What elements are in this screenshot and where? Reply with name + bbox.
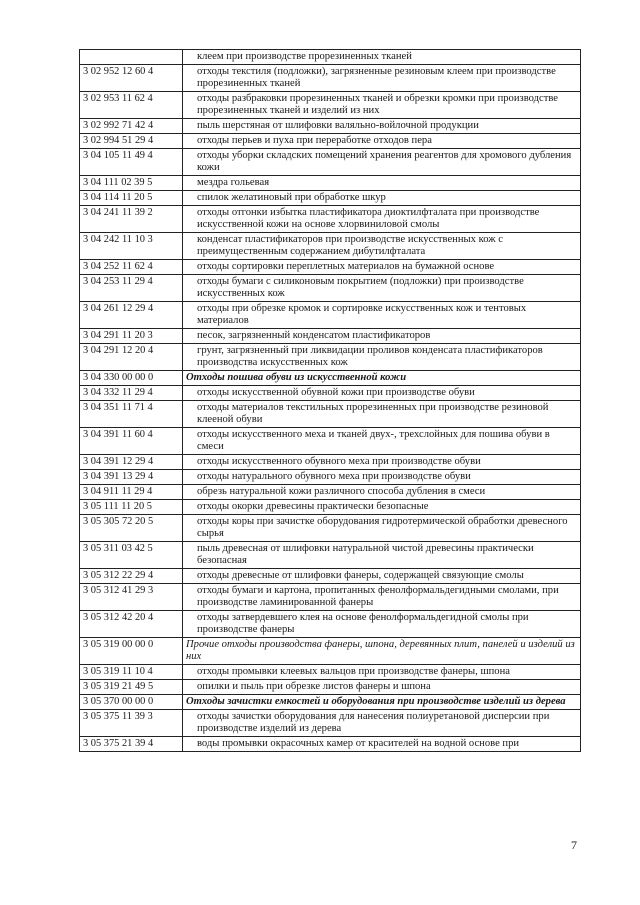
waste-code-cell: 3 04 291 12 20 4 <box>80 344 183 371</box>
table-row <box>80 233 581 260</box>
waste-name-cell: отходы затвердевшего клея на основе фенолформальдегидной смолы при производстве фанеры <box>183 611 581 638</box>
waste-name-cell: отходы бумаги и картона, пропитанных фенолформальдегидными смолами, при производстве ламинированной фанеры <box>183 584 581 611</box>
waste-code-cell: 3 05 375 21 39 4 <box>80 737 183 752</box>
waste-code-cell: 3 05 111 11 20 5 <box>80 500 183 515</box>
waste-code-cell: 3 04 332 11 29 4 <box>80 386 183 401</box>
waste-name-cell: спилок желатиновый при обработке шкур <box>183 191 581 206</box>
table-row <box>80 176 581 191</box>
waste-codes-table <box>79 49 581 752</box>
table-row <box>80 584 581 611</box>
waste-name-cell: отходы при обрезке кромок и сортировке искусственных кож и тентовых материалов <box>183 302 581 329</box>
table-row <box>80 500 581 515</box>
waste-name-cell: отходы сортировки переплетных материалов на бумажной основе <box>183 260 581 275</box>
waste-code-cell: 3 05 319 11 10 4 <box>80 665 183 680</box>
table-row <box>80 737 581 752</box>
waste-code-cell: 3 04 911 11 29 4 <box>80 485 183 500</box>
waste-name-cell: клеем при производстве прорезиненных тканей <box>183 50 581 65</box>
waste-code-cell: 3 05 305 72 20 5 <box>80 515 183 542</box>
table-row <box>80 710 581 737</box>
waste-code-cell: 3 04 391 13 29 4 <box>80 470 183 485</box>
table-row <box>80 386 581 401</box>
waste-name-cell: пыль шерстяная от шлифовки валяльно-войлочной продукции <box>183 119 581 134</box>
waste-name-cell: отходы уборки складских помещений хранения реагентов для хромового дубления кожи <box>183 149 581 176</box>
table-row <box>80 638 581 665</box>
table-body <box>80 50 581 752</box>
waste-name-cell: конденсат пластификаторов при производстве искусственных кож с преимущественным содержанием дибутилфталата <box>183 233 581 260</box>
waste-code-cell: 3 02 953 11 62 4 <box>80 92 183 119</box>
waste-classification-table-page <box>79 49 581 752</box>
waste-code-cell: 3 04 261 12 29 4 <box>80 302 183 329</box>
table-row <box>80 470 581 485</box>
waste-code-cell: 3 02 992 71 42 4 <box>80 119 183 134</box>
waste-name-cell: мездра гольевая <box>183 176 581 191</box>
waste-name-cell: отходы материалов текстильных прорезиненных при производстве резиновой клееной обуви <box>183 401 581 428</box>
waste-name-cell: грунт, загрязненный при ликвидации проливов конденсата пластификаторов производства искусственных кож <box>183 344 581 371</box>
table-row <box>80 65 581 92</box>
waste-name-cell: отходы перьев и пуха при переработке отходов пера <box>183 134 581 149</box>
waste-name-cell: отходы искусственного обувного меха при производстве обуви <box>183 455 581 470</box>
table-row <box>80 206 581 233</box>
page-number: 7 <box>571 838 577 852</box>
waste-code-cell: 3 05 312 41 29 3 <box>80 584 183 611</box>
waste-code-cell: 3 05 312 42 20 4 <box>80 611 183 638</box>
waste-group-heading-cell: Прочие отходы производства фанеры, шпона, деревянных плит, панелей и изделий из них <box>183 638 581 665</box>
waste-code-cell: 3 04 111 02 39 5 <box>80 176 183 191</box>
table-row <box>80 428 581 455</box>
table-row <box>80 611 581 638</box>
waste-code-cell <box>80 50 183 65</box>
waste-name-cell: воды промывки окрасочных камер от красителей на водной основе при <box>183 737 581 752</box>
table-row <box>80 149 581 176</box>
table-row <box>80 92 581 119</box>
waste-code-cell: 3 04 391 12 29 4 <box>80 455 183 470</box>
waste-name-cell: отходы текстиля (подложки), загрязненные резиновым клеем при производстве прорезиненных тканей <box>183 65 581 92</box>
table-row <box>80 455 581 470</box>
waste-code-cell: 3 04 105 11 49 4 <box>80 149 183 176</box>
table-row <box>80 695 581 710</box>
table-row <box>80 569 581 584</box>
table-row <box>80 134 581 149</box>
waste-name-cell: отходы бумаги с силиконовым покрытием (подложки) при производстве искусственных кож <box>183 275 581 302</box>
waste-name-cell: обрезь натуральной кожи различного способа дубления в смеси <box>183 485 581 500</box>
table-row <box>80 302 581 329</box>
table-row <box>80 515 581 542</box>
waste-code-cell: 3 04 241 11 39 2 <box>80 206 183 233</box>
waste-name-cell: отходы отгонки избытка пластификатора диоктилфталата при производстве искусственной кожи на основе хлорвиниловой смолы <box>183 206 581 233</box>
waste-name-cell: отходы зачистки оборудования для нанесения полиуретановой дисперсии при производстве изделий из дерева <box>183 710 581 737</box>
waste-name-cell: пыль древесная от шлифовки натуральной чистой древесины практически безопасная <box>183 542 581 569</box>
waste-code-cell: 3 04 114 11 20 5 <box>80 191 183 206</box>
waste-name-cell: песок, загрязненный конденсатом пластификаторов <box>183 329 581 344</box>
waste-name-cell: отходы искусственного меха и тканей двух-, трехслойных для пошива обуви в смеси <box>183 428 581 455</box>
waste-code-cell: 3 04 253 11 29 4 <box>80 275 183 302</box>
waste-code-cell: 3 04 252 11 62 4 <box>80 260 183 275</box>
table-row <box>80 191 581 206</box>
waste-code-cell: 3 05 370 00 00 0 <box>80 695 183 710</box>
waste-name-cell: отходы натурального обувного меха при производстве обуви <box>183 470 581 485</box>
table-row <box>80 371 581 386</box>
waste-group-heading-cell: Отходы зачистки емкостей и оборудования при производстве изделий из дерева <box>183 695 581 710</box>
waste-code-cell: 3 04 391 11 60 4 <box>80 428 183 455</box>
waste-name-cell: опилки и пыль при обрезке листов фанеры и шпона <box>183 680 581 695</box>
waste-name-cell: отходы искусственной обувной кожи при производстве обуви <box>183 386 581 401</box>
table-row <box>80 680 581 695</box>
table-row <box>80 275 581 302</box>
waste-name-cell: отходы древесные от шлифовки фанеры, содержащей связующие смолы <box>183 569 581 584</box>
waste-name-cell: отходы промывки клеевых вальцов при производстве фанеры, шпона <box>183 665 581 680</box>
table-row <box>80 260 581 275</box>
table-row <box>80 119 581 134</box>
waste-code-cell: 3 04 330 00 00 0 <box>80 371 183 386</box>
waste-code-cell: 3 05 311 03 42 5 <box>80 542 183 569</box>
waste-name-cell: отходы коры при зачистке оборудования гидротермической обработки древесного сырья <box>183 515 581 542</box>
table-row <box>80 665 581 680</box>
waste-name-cell: отходы окорки древесины практически безопасные <box>183 500 581 515</box>
table-row <box>80 542 581 569</box>
waste-code-cell: 3 02 952 12 60 4 <box>80 65 183 92</box>
waste-name-cell: отходы разбраковки прорезиненных тканей и обрезки кромки при производстве прорезиненных тканей и изделий из них <box>183 92 581 119</box>
waste-code-cell: 3 04 351 11 71 4 <box>80 401 183 428</box>
table-row <box>80 401 581 428</box>
waste-code-cell: 3 05 312 22 29 4 <box>80 569 183 584</box>
waste-code-cell: 3 05 319 00 00 0 <box>80 638 183 665</box>
table-row <box>80 344 581 371</box>
table-row <box>80 485 581 500</box>
table-row <box>80 50 581 65</box>
waste-code-cell: 3 02 994 51 29 4 <box>80 134 183 149</box>
waste-code-cell: 3 05 375 11 39 3 <box>80 710 183 737</box>
waste-code-cell: 3 05 319 21 49 5 <box>80 680 183 695</box>
waste-code-cell: 3 04 242 11 10 3 <box>80 233 183 260</box>
table-row <box>80 329 581 344</box>
waste-code-cell: 3 04 291 11 20 3 <box>80 329 183 344</box>
waste-group-heading-cell: Отходы пошива обуви из искусственной кожи <box>183 371 581 386</box>
